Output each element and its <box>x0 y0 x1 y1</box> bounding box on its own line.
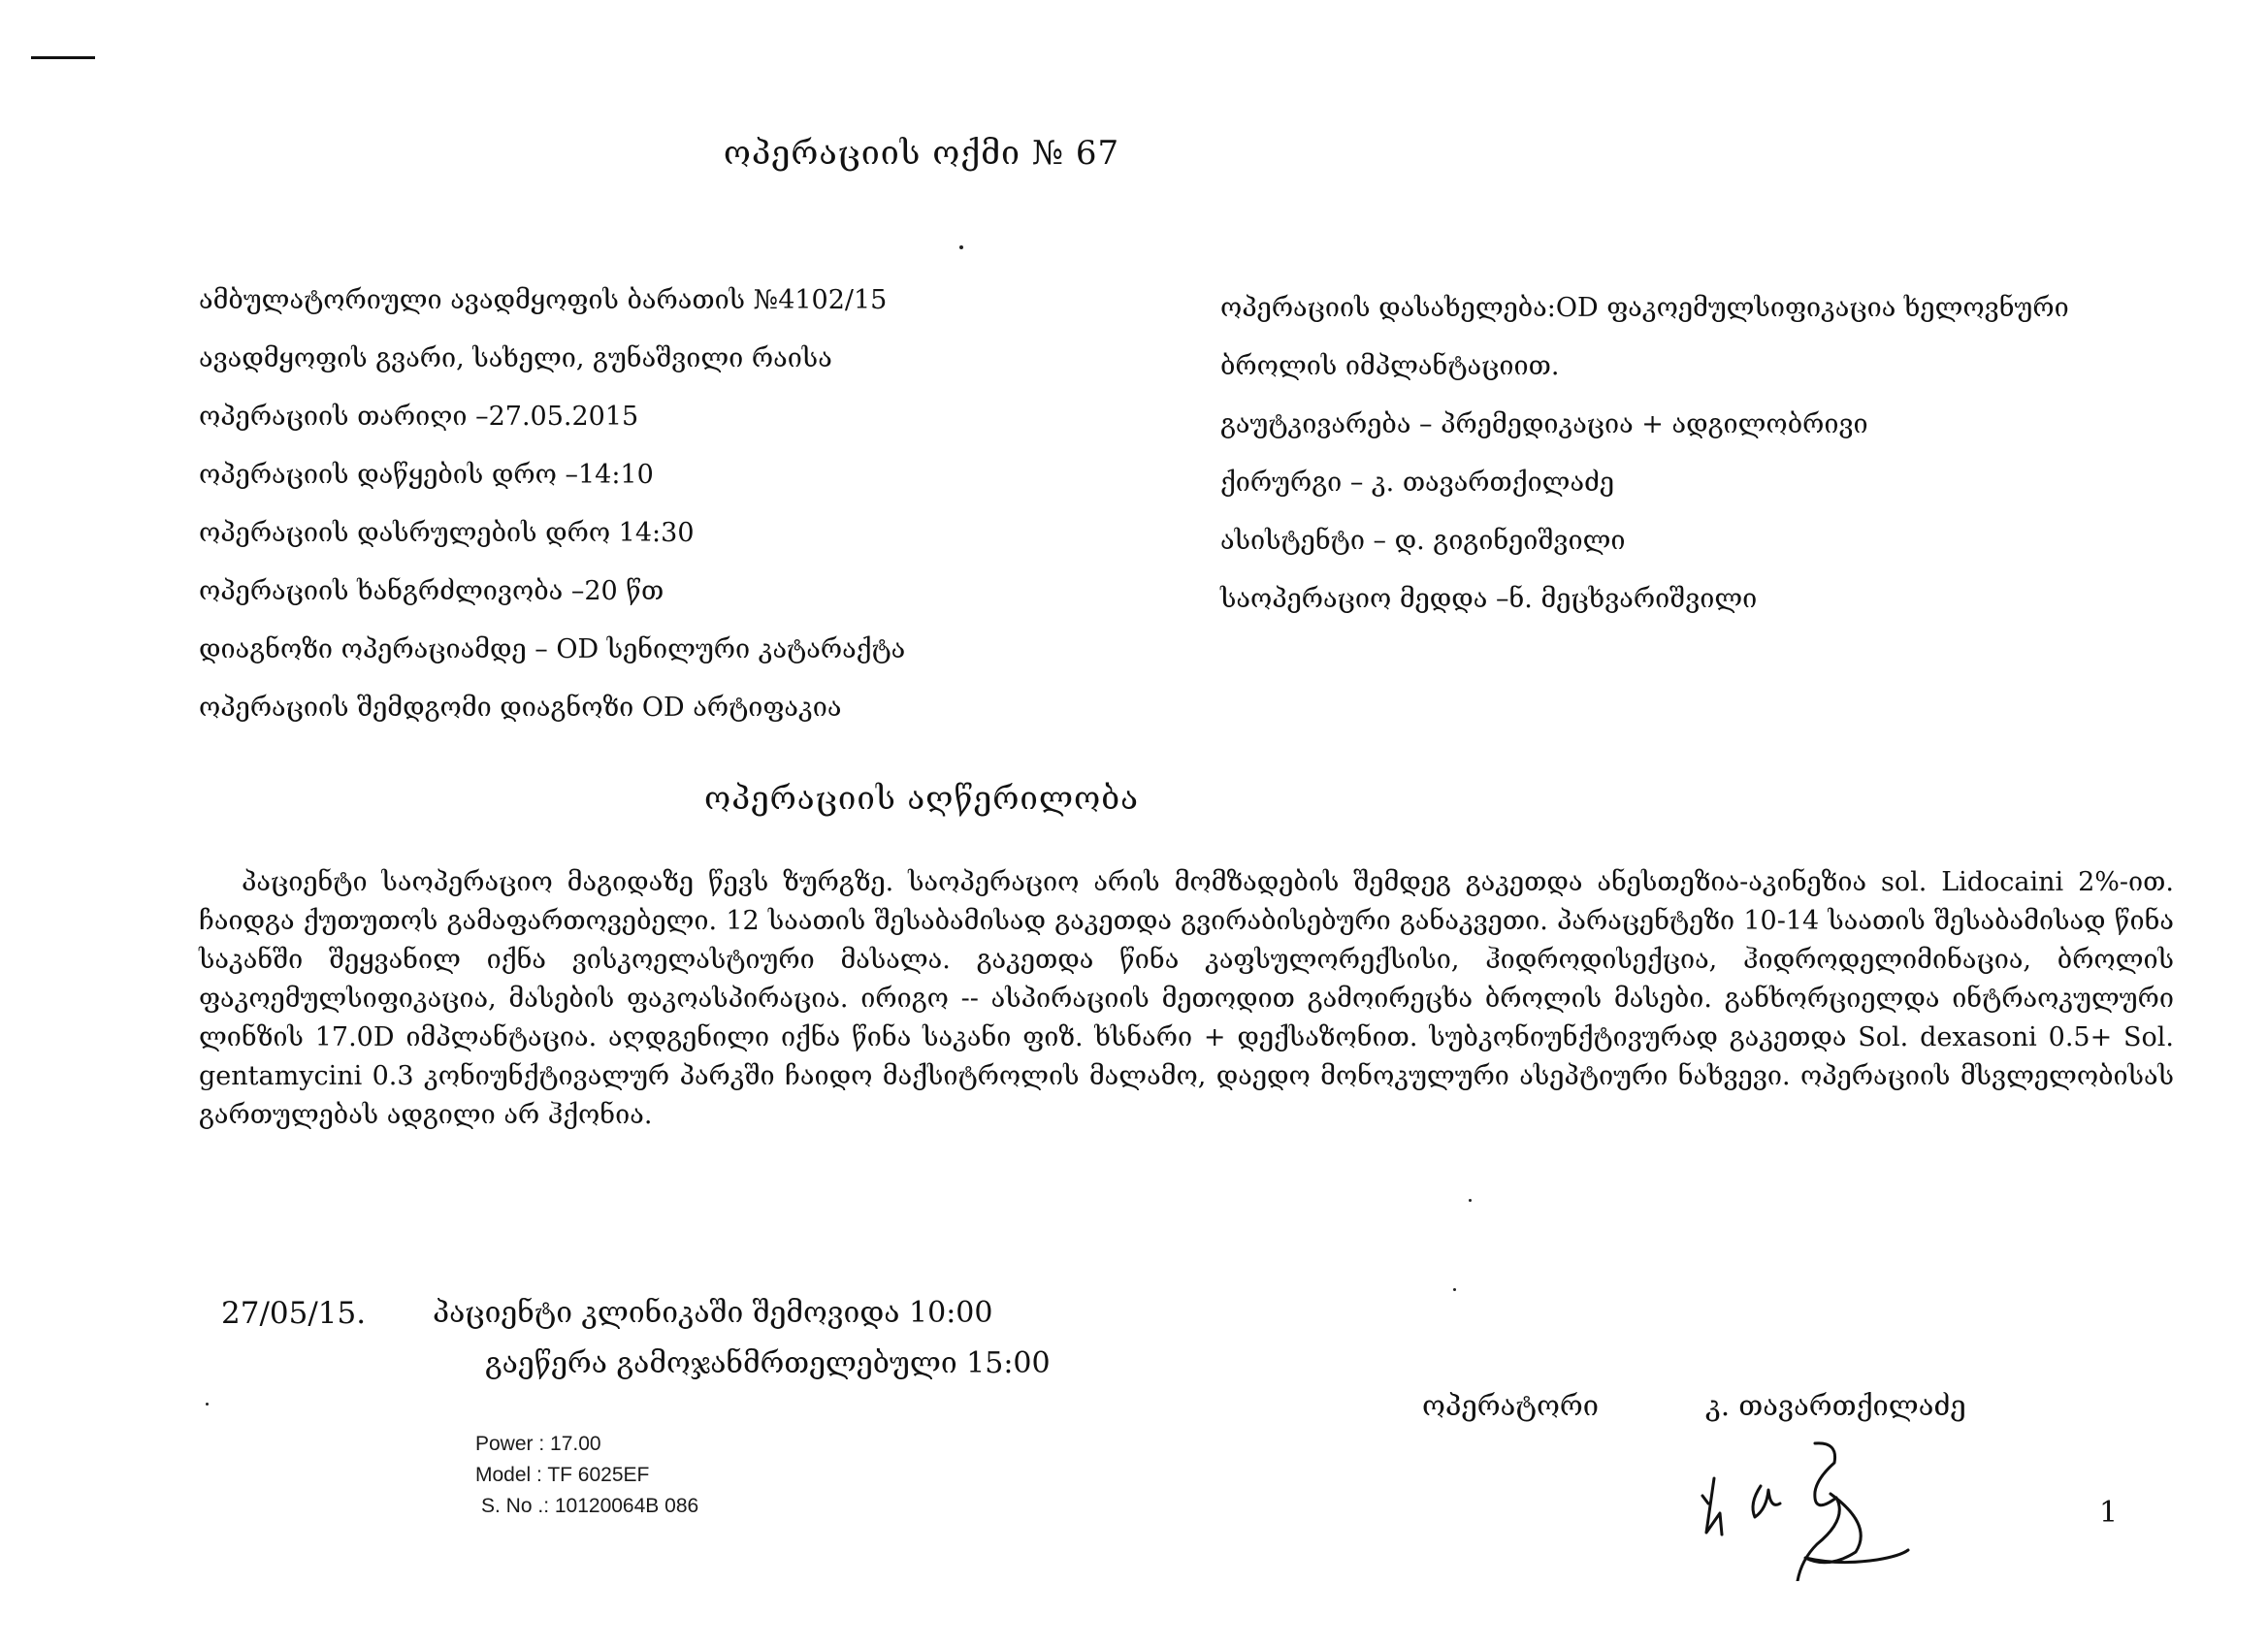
anesthesia-field: გაუტკივარება – პრემედიკაცია + ადგილობრივი <box>1220 409 1868 439</box>
surgeon-field: ქირურგი – კ. თავართქილაძე <box>1220 468 1615 498</box>
record-number-field: ამბულატორიული ავადმყოფის ბარათის №4102/15 <box>199 285 888 315</box>
scan-speck <box>206 1403 209 1406</box>
document-title: ოპერაციის ოქმი № 67 <box>723 134 1120 173</box>
assistant-field: ასისტენტი – დ. გიგინეიშვილი <box>1220 526 1626 556</box>
nurse-field: საოპერაციო მედდა –ნ. მეცხვარიშვილი <box>1220 584 1758 614</box>
operation-date-field: ოპერაციის თარიღი –27.05.2015 <box>199 402 639 432</box>
end-time-field: ოპერაციის დასრულების დრო 14:30 <box>199 518 695 548</box>
scan-speck <box>959 245 963 249</box>
lens-model: Model : TF 6025EF <box>475 1464 650 1486</box>
lens-sticker <box>475 1429 698 1522</box>
postop-diagnosis-field: ოპერაციის შემდგომი დიაგნოზი OD არტიფაკია <box>199 693 842 723</box>
footer-date: 27/05/15. <box>221 1296 367 1331</box>
patient-info-column <box>199 281 1179 747</box>
duration-field: ოპერაციის ხანგრძლივობა –20 წთ <box>199 576 664 606</box>
start-time-field: ოპერაციის დაწყების დრო –14:10 <box>199 460 654 490</box>
description-heading: ოპერაციის აღწერილობა <box>704 779 1139 817</box>
scan-speck <box>1453 1288 1456 1291</box>
page-number: 1 <box>2099 1496 2119 1530</box>
operation-name-continued: ბროლის იმპლანტაციით. <box>1220 351 1560 381</box>
operation-description: პაციენტი საოპერაციო მაგიდაზე წევს ზურგზე. საოპერაციო არის მომზადების შემდეგ გაკეთდა ანესთეზია-აკინეზია sol. Lidocaini 2%-ით. ჩაიდგა ქუთუთოს გამაფართოვებელი. 12 საათის შესაბამისად გაკეთდა გვირაბისებური განაკვეთი. პარაცენტეზი 10-14 საათის შესაბამისად წინა საკანში შეყვანილ იქნა ვისკოელასტიური მასალა. გაკეთდა წინა კაფსულორექსისი, ჰიდროდისექცია, ჰიდროდელიმინაცია, ბროლის ფაკოემულსიფიკაცია, მასების ფაკოასპირაცია. ირიგო -- ასპირაციის მეთოდით გამოირეცხა ბროლის მასები. განხორციელდა ინტრაოკულური ლინზის 17.0D იმპლანტაცია. აღდგენილი იქნა წინა საკანი ფიზ. ხსნარი + დექსაზონით. სუბკონიუნქტივურად გაკეთდა Sol. dexasoni 0.5+ Sol. gentamycini 0.3 კონიუნქტივალურ პარკში ჩაიდო მაქსიტროლის მალამო, დაედო მონოკულური ასეპტიური ნახვევი. ოპერაციის მსვლელობისას გართულებას ადგილი არ ჰქონია. <box>199 867 2174 1130</box>
discharge-note: გაეწერა გამოჯანმრთელებული 15:00 <box>485 1346 1051 1380</box>
handwritten-signature <box>1693 1436 1916 1581</box>
preop-diagnosis-field: დიაგნოზი ოპერაციამდე – OD სენილური კატარაქტა <box>199 634 906 664</box>
operator-name: კ. თავართქილაძე <box>1705 1389 1966 1422</box>
scan-speck <box>1469 1199 1472 1202</box>
lens-serial: S. No .: 10120064B 086 <box>481 1495 699 1517</box>
operation-name-field: ოპერაციის დასახელება:OD ფაკოემულსიფიკაცია ხელოვნური <box>1220 293 2069 323</box>
admission-note: პაციენტი კლინიკაში შემოვიდა 10:00 <box>433 1296 993 1330</box>
operator-label: ოპერატორი <box>1422 1389 1600 1422</box>
corner-dash-mark <box>31 56 95 59</box>
patient-name-field: ავადმყოფის გვარი, სახელი, გუნაშვილი რაისა <box>199 343 832 373</box>
operation-info-column <box>1220 289 2190 638</box>
lens-power: Power : 17.00 <box>475 1433 601 1455</box>
